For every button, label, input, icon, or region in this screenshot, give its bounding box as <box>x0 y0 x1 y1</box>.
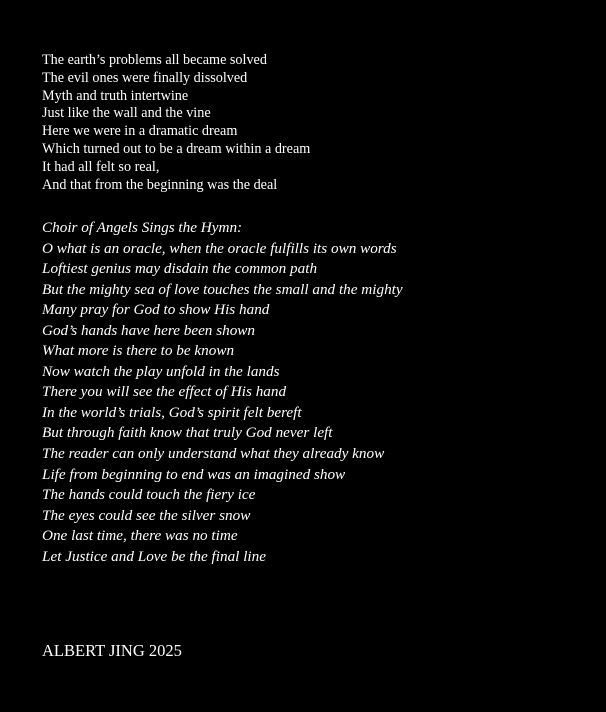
hymn-line: God’s hands have here been shown <box>42 321 256 339</box>
hymn-stanza <box>42 218 403 567</box>
poem-line: Which turned out to be a dream within a dream <box>42 140 311 157</box>
hymn-line: Many pray for God to show His hand <box>42 301 270 319</box>
poem-line: Myth and truth intertwine <box>42 87 189 104</box>
poem-stanza <box>42 52 310 194</box>
hymn-line: Loftiest genius may disdain the common path <box>42 260 318 278</box>
hymn-line: The hands could touch the fiery ice <box>42 486 256 504</box>
poem-line: It had all felt so real, <box>42 158 160 175</box>
hymn-line: But through faith know that truly God never left <box>42 424 333 442</box>
author-signature <box>42 640 182 662</box>
poem-line: The earth’s problems all became solved <box>42 52 267 68</box>
poem-line: And that from the beginning was the deal <box>42 176 278 193</box>
hymn-line: The reader can only understand what they already know <box>42 445 385 463</box>
poem-line: Just like the wall and the vine <box>42 105 211 122</box>
hymn-line: One last time, there was no time <box>42 527 238 545</box>
hymn-line: O what is an oracle, when the oracle fulfills its own words <box>42 239 397 257</box>
author-name: ALBERT JING <box>42 641 145 660</box>
hymn-line: There you will see the effect of His hand <box>42 383 287 401</box>
hymn-line: But the mighty sea of love touches the small and the mighty <box>42 280 403 298</box>
hymn-line: Now watch the play unfold in the lands <box>42 362 280 380</box>
hymn-heading: Choir of Angels Sings the Hymn: <box>42 219 243 236</box>
poem-line: Here we were in a dramatic dream <box>42 123 238 140</box>
hymn-line: The eyes could see the silver snow <box>42 506 251 524</box>
hymn-line: Let Justice and Love be the final line <box>42 547 266 565</box>
hymn-line: In the world’s trials, God’s spirit felt bereft <box>42 403 302 421</box>
poem-line: The evil ones were finally dissolved <box>42 69 248 86</box>
hymn-line: What more is there to be known <box>42 342 235 360</box>
hymn-line: Life from beginning to end was an imagined show <box>42 465 346 483</box>
signature-year: 2025 <box>148 641 182 660</box>
